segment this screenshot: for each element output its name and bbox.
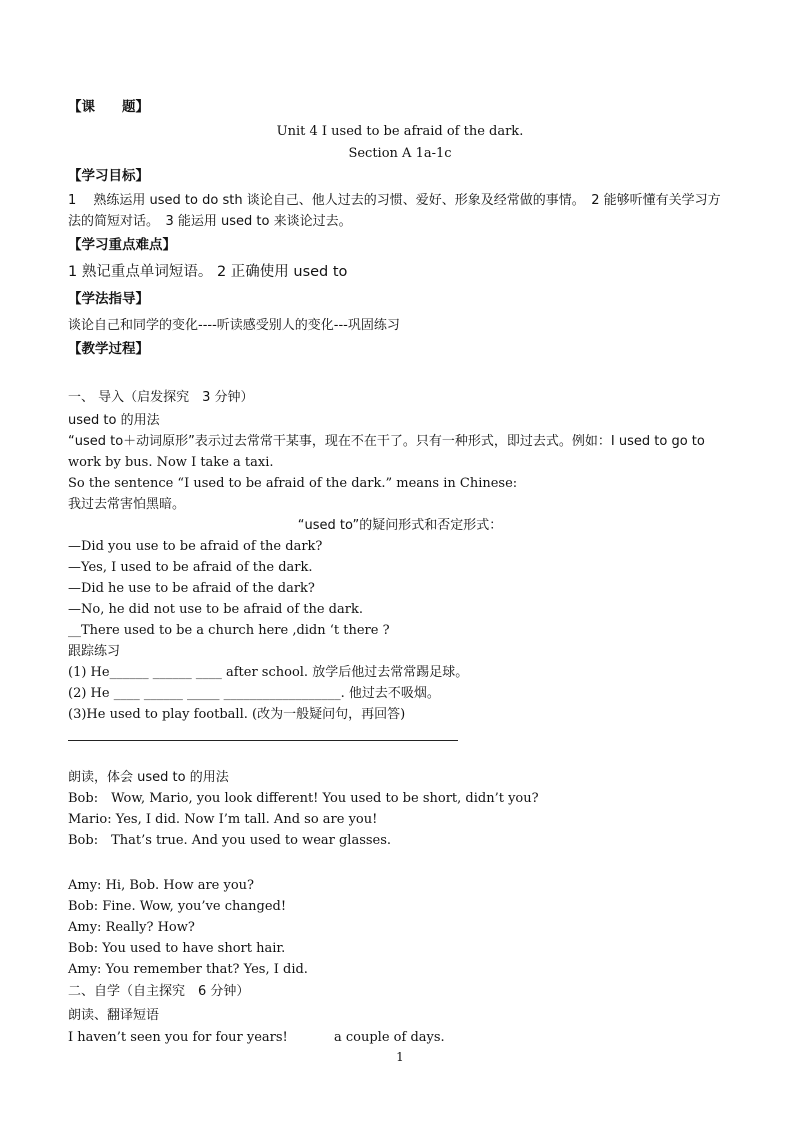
practice-label: 跟踪练习 <box>68 644 121 659</box>
unit-title: Unit 4 I used to be afraid of the dark. <box>276 124 524 139</box>
practice-item: (2) He ____ ______ _____ __________________. 他过去不吸烟。 <box>68 686 440 701</box>
self-study-sub: 朗读、翻译短语 <box>68 1008 160 1023</box>
dialogue-line: Bob: You used to have short hair. <box>68 941 286 956</box>
objectives-line-2: 法的简短对话。 3 能运用 used to 来谈论过去。 <box>68 214 352 229</box>
self-study-heading: 二、自学（自主探究 6 分钟） <box>68 984 250 999</box>
method-text: 谈论自己和同学的变化----听读感受别人的变化---巩固练习 <box>68 318 400 333</box>
sentence-chinese: 我过去常害怕黑暗。 <box>68 497 186 512</box>
answer-line <box>68 740 458 741</box>
process-label: 【教学过程】 <box>68 341 149 357</box>
topic-label: 【课 题】 <box>68 99 149 115</box>
example-line: —Did you use to be afraid of the dark? <box>68 539 323 554</box>
example-line: __There used to be a church here ,didn ‘t there ? <box>68 623 390 638</box>
dialogue-line: Amy: Hi, Bob. How are you? <box>68 878 255 893</box>
section-title: Section A 1a-1c <box>348 146 452 161</box>
sentence-english: So the sentence “I used to be afraid of the dark.” means in Chinese: <box>68 476 518 491</box>
usage-rule-line-2: work by bus. Now I take a taxi. <box>68 455 274 470</box>
practice-item: (3)He used to play football. (改为一般疑问句，再回答) <box>68 707 406 722</box>
example-line: —Did he use to be afraid of the dark? <box>68 581 315 596</box>
objectives-line-1: 1 熟练运用 used to do sth 谈论自己、他人过去的习惯、爱好、形象及经常做的事情。 2 能够听懂有关学习方 <box>68 193 721 208</box>
dialogue-line: Bob: Fine. Wow, you’ve changed! <box>68 899 287 914</box>
key-points-label: 【学习重点难点】 <box>68 237 176 253</box>
phrase-1: I haven’t seen you for four years! <box>68 1030 288 1045</box>
dialogue-line: Bob: Wow, Mario, you look different! You used to be short, didn’t you? <box>68 791 539 806</box>
dialogue-line: Amy: Really? How? <box>68 920 195 935</box>
dialogue-line: Bob: That’s true. And you used to wear glasses. <box>68 833 392 848</box>
reading-label: 朗读，体会 used to 的用法 <box>68 770 229 785</box>
objectives-label: 【学习目标】 <box>68 168 149 184</box>
usage-title: used to 的用法 <box>68 413 160 428</box>
method-label: 【学法指导】 <box>68 291 149 307</box>
dialogue-line: Amy: You remember that? Yes, I did. <box>68 962 308 977</box>
phrase-2: a couple of days. <box>334 1030 445 1045</box>
intro-heading: 一、 导入（启发探究 3 分钟） <box>68 390 254 405</box>
dialogue-line: Mario: Yes, I did. Now I’m tall. And so are you! <box>68 812 378 827</box>
practice-item: (1) He______ ______ ____ after school. 放学后他过去常常踢足球。 <box>68 665 469 680</box>
forms-title: “used to”的疑问形式和否定形式： <box>297 518 503 533</box>
example-line: —No, he did not use to be afraid of the dark. <box>68 602 363 617</box>
example-line: —Yes, I used to be afraid of the dark. <box>68 560 313 575</box>
page-number: 1 <box>396 1050 404 1064</box>
key-points-text: 1 熟记重点单词短语。 2 正确使用 used to <box>68 264 348 280</box>
usage-rule-line-1: “used to＋动词原形”表示过去常常干某事，现在不在干了。只有一种形式，即过去式。例如：I used to go to <box>68 434 705 449</box>
